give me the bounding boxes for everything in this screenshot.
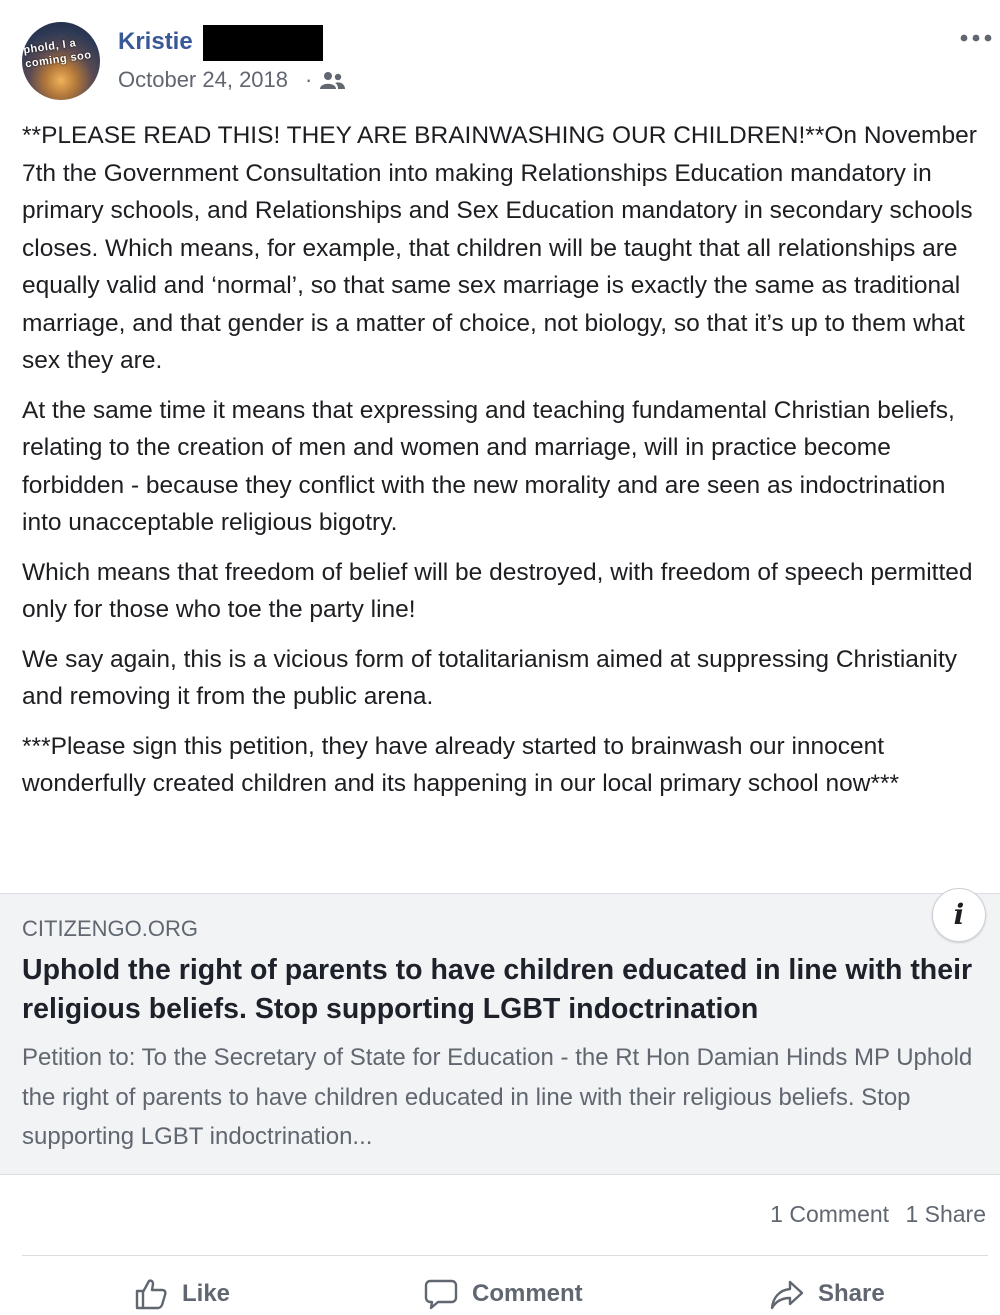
post-paragraph: At the same time it means that expressing and teaching fundamental Christian beliefs, relating to the creation of men and women and marriage, will in practice become forbidden - because they conflict with the new morality and are seen as indoctrination into unacceptable religious bigotry. bbox=[22, 396, 955, 536]
like-button[interactable] bbox=[134, 1272, 230, 1315]
post-paragraph: Which means that freedom of belief will be destroyed, with freedom of speech permitted only for those who toe the party line! bbox=[22, 558, 973, 623]
comment-button[interactable] bbox=[424, 1272, 583, 1315]
share-count[interactable]: 1 Share bbox=[905, 1201, 986, 1227]
avatar-text: phold, I a coming soo bbox=[22, 37, 93, 71]
share-button[interactable] bbox=[770, 1272, 885, 1315]
link-description[interactable]: Petition to: To the Secretary of State for Education - the Rt Hon Damian Hinds MP Uphold the right of parents to have children educated in line with their religious beliefs. Stop supporting LGBT indoctrination... bbox=[22, 1044, 973, 1150]
comment-bubble-icon bbox=[424, 1277, 458, 1311]
link-domain[interactable]: CITIZENGO.ORG bbox=[22, 916, 198, 941]
post-paragraph: **PLEASE READ THIS! THEY ARE BRAINWASHING OUR CHILDREN!**On November 7th the Government Consultation into making Relationships Education mandatory in primary schools, and Relationships and Sex Education mandatory in secondary schools closes. Which means, for example, that children will be taught that all relationships are equally valid and ‘normal’, so that same sex marriage is exactly the same as traditional marriage, and that gender is a matter of choice, not biology, so that it’s up to them what sex they are. bbox=[22, 122, 977, 374]
like-label: Like bbox=[182, 1280, 231, 1307]
share-label: Share bbox=[818, 1280, 885, 1307]
post-paragraph: ***Please sign this petition, they have already started to brainwash our innocent wonderfully created children and its happening in our local primary school now*** bbox=[22, 732, 900, 797]
link-title[interactable]: Uphold the right of parents to have children educated in line with their religious beliefs. Stop supporting LGBT indoctrination bbox=[22, 954, 973, 1025]
post-body bbox=[22, 117, 990, 815]
info-icon[interactable]: i bbox=[932, 888, 986, 942]
author-name[interactable]: Kristie bbox=[118, 28, 193, 55]
post-paragraph: We say again, this is a vicious form of totalitarianism aimed at suppressing Christianity and removing it from the public arena. bbox=[22, 645, 958, 710]
more-options-icon[interactable] bbox=[958, 28, 994, 48]
share-arrow-icon bbox=[770, 1277, 804, 1311]
engagement-counts bbox=[760, 1200, 986, 1228]
thumbs-up-icon bbox=[134, 1277, 168, 1311]
date-separator: · bbox=[305, 67, 313, 92]
friends-icon bbox=[318, 70, 346, 92]
comment-count[interactable]: 1 Comment bbox=[770, 1201, 890, 1227]
avatar[interactable] bbox=[22, 22, 100, 100]
divider bbox=[22, 1255, 988, 1256]
redacted-surname-bar bbox=[203, 25, 323, 61]
comment-label: Comment bbox=[472, 1280, 583, 1307]
post-date[interactable]: October 24, 2018 bbox=[118, 67, 289, 92]
